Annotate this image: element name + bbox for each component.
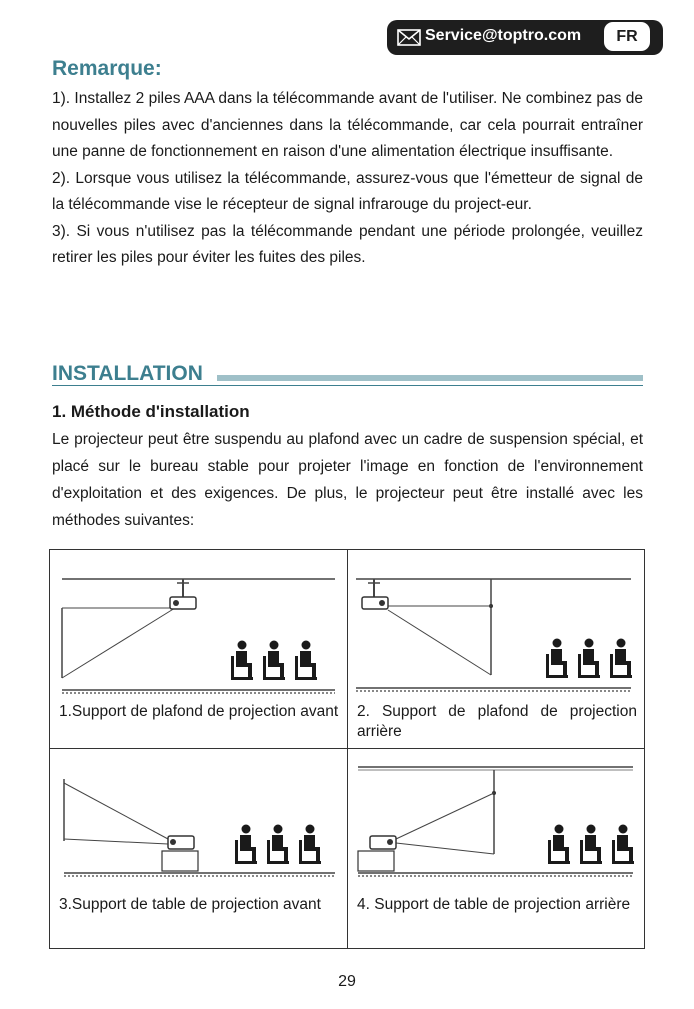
remark-title: Remarque: bbox=[52, 57, 162, 80]
method-table-front bbox=[50, 749, 347, 947]
table-front-projection-diagram bbox=[50, 749, 347, 947]
table-rear-projection-diagram bbox=[348, 749, 645, 947]
installation-methods-grid bbox=[49, 549, 645, 949]
audience-icon bbox=[231, 641, 317, 681]
method-table-rear bbox=[348, 749, 645, 947]
method-body: Le projecteur peut être suspendu au plafond avec un cadre de suspension spécial, et placé sur le bureau stable pour projeter l'image en fonction de l'environnement d'exploitation et des exigences. De plus, le projecteur peut être installé avec les méthodes suivantes: bbox=[52, 431, 643, 529]
language-badge: FR bbox=[604, 22, 650, 51]
method-title: 1. Méthode d'installation bbox=[52, 402, 250, 421]
method-caption: 1.Support de plafond de projection avant bbox=[59, 703, 339, 720]
service-contact-badge bbox=[387, 20, 663, 55]
page-number: 29 bbox=[338, 973, 356, 990]
method-ceiling-front bbox=[50, 550, 347, 748]
audience-icon bbox=[235, 825, 321, 865]
remark-paragraph: 1). Installez 2 piles AAA dans la télécommande avant de l'utiliser. Ne combinez pas de nouvelles piles avec d'anciennes dans la télécommande, car cela pourrait entraîner une panne de fonctionnement en raison d'une alimentation électrique insuffisante. bbox=[52, 90, 643, 160]
remark-paragraph: 2). Lorsque vous utilisez la télécommande, assurez-vous que l'émetteur de signal de la télécommande vise le récepteur de signal infrarouge du project-eur. bbox=[52, 169, 643, 213]
method-caption: 4. Support de table de projection arrière bbox=[357, 896, 631, 913]
mail-icon bbox=[397, 29, 421, 46]
heading-underline bbox=[52, 385, 643, 386]
installation-heading: INSTALLATION bbox=[52, 362, 203, 385]
method-ceiling-rear bbox=[348, 550, 645, 748]
remark-body bbox=[52, 86, 643, 272]
heading-rule bbox=[217, 375, 643, 381]
audience-icon bbox=[546, 639, 632, 679]
audience-icon bbox=[548, 825, 634, 865]
service-email: Service@toptro.com bbox=[425, 27, 582, 44]
remark-paragraph: 3). Si vous n'utilisez pas la télécommande pendant une période prolongée, veuillez retirer les piles pour éviter les fuites des piles. bbox=[52, 222, 643, 266]
method-caption: 3.Support de table de projection avant bbox=[59, 896, 321, 913]
method-caption: 2. Support de plafond de projection arrière bbox=[357, 703, 637, 740]
